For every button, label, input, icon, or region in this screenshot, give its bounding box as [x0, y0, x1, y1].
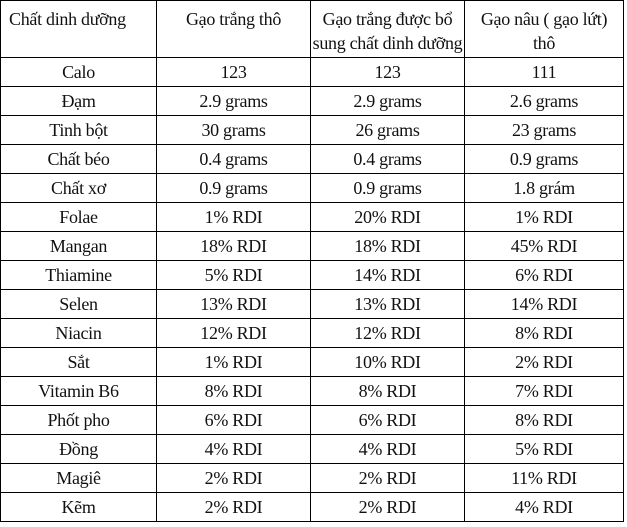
cell-white-enriched: 0.4 grams	[311, 145, 465, 174]
cell-brown-raw: 14% RDI	[465, 290, 624, 319]
cell-nutrient: Calo	[1, 58, 157, 87]
cell-white-raw: 2% RDI	[157, 493, 311, 522]
header-nutrient: Chất dinh dưỡng	[1, 1, 157, 58]
table-row	[1, 87, 624, 116]
table-row	[1, 261, 624, 290]
cell-white-raw: 13% RDI	[157, 290, 311, 319]
cell-brown-raw: 23 grams	[465, 116, 624, 145]
cell-white-raw: 8% RDI	[157, 377, 311, 406]
header-brown-raw-line2: thô	[532, 33, 556, 53]
cell-white-raw: 30 grams	[157, 116, 311, 145]
cell-white-enriched: 10% RDI	[311, 348, 465, 377]
header-brown-raw-line1: Gạo nâu ( gạo lứt)	[480, 9, 608, 29]
cell-white-raw: 0.4 grams	[157, 145, 311, 174]
cell-brown-raw: 5% RDI	[465, 435, 624, 464]
cell-white-enriched: 26 grams	[311, 116, 465, 145]
cell-brown-raw: 11% RDI	[465, 464, 624, 493]
table-row	[1, 406, 624, 435]
table-row	[1, 377, 624, 406]
cell-white-raw: 123	[157, 58, 311, 87]
cell-nutrient: Đồng	[1, 435, 157, 464]
cell-white-enriched: 13% RDI	[311, 290, 465, 319]
cell-white-raw: 4% RDI	[157, 435, 311, 464]
table-row	[1, 232, 624, 261]
cell-white-raw: 18% RDI	[157, 232, 311, 261]
cell-white-enriched: 18% RDI	[311, 232, 465, 261]
cell-brown-raw: 4% RDI	[465, 493, 624, 522]
header-row	[1, 1, 624, 58]
header-white-enriched-line2: sung chất dinh dưỡng	[312, 33, 463, 53]
table-row	[1, 290, 624, 319]
cell-brown-raw: 6% RDI	[465, 261, 624, 290]
header-brown-raw	[465, 1, 624, 58]
cell-nutrient: Folae	[1, 203, 157, 232]
header-white-raw: Gạo trắng thô	[157, 1, 311, 58]
cell-brown-raw: 7% RDI	[465, 377, 624, 406]
cell-white-raw: 1% RDI	[157, 348, 311, 377]
table-row	[1, 493, 624, 522]
table-body	[1, 58, 624, 522]
table-row	[1, 145, 624, 174]
cell-nutrient: Mangan	[1, 232, 157, 261]
cell-nutrient: Kẽm	[1, 493, 157, 522]
cell-white-enriched: 14% RDI	[311, 261, 465, 290]
cell-nutrient: Tinh bột	[1, 116, 157, 145]
table-row	[1, 174, 624, 203]
header-white-enriched-line1: Gạo trắng được bổ	[322, 9, 453, 29]
table-row	[1, 435, 624, 464]
cell-white-raw: 5% RDI	[157, 261, 311, 290]
cell-nutrient: Chất béo	[1, 145, 157, 174]
cell-nutrient: Chất xơ	[1, 174, 157, 203]
cell-brown-raw: 111	[465, 58, 624, 87]
cell-white-enriched: 12% RDI	[311, 319, 465, 348]
table-row	[1, 464, 624, 493]
table-row	[1, 58, 624, 87]
cell-white-enriched: 0.9 grams	[311, 174, 465, 203]
table-row	[1, 203, 624, 232]
cell-brown-raw: 0.9 grams	[465, 145, 624, 174]
cell-brown-raw: 2.6 grams	[465, 87, 624, 116]
cell-white-enriched: 2.9 grams	[311, 87, 465, 116]
cell-white-enriched: 4% RDI	[311, 435, 465, 464]
cell-white-enriched: 6% RDI	[311, 406, 465, 435]
cell-white-raw: 1% RDI	[157, 203, 311, 232]
cell-brown-raw: 2% RDI	[465, 348, 624, 377]
cell-nutrient: Phốt pho	[1, 406, 157, 435]
cell-brown-raw: 8% RDI	[465, 319, 624, 348]
cell-white-raw: 0.9 grams	[157, 174, 311, 203]
table-row	[1, 116, 624, 145]
cell-brown-raw: 45% RDI	[465, 232, 624, 261]
cell-nutrient: Selen	[1, 290, 157, 319]
cell-white-enriched: 8% RDI	[311, 377, 465, 406]
cell-nutrient: Niacin	[1, 319, 157, 348]
cell-white-raw: 12% RDI	[157, 319, 311, 348]
cell-nutrient: Thiamine	[1, 261, 157, 290]
cell-white-enriched: 2% RDI	[311, 464, 465, 493]
cell-white-enriched: 2% RDI	[311, 493, 465, 522]
cell-white-enriched: 123	[311, 58, 465, 87]
cell-nutrient: Đạm	[1, 87, 157, 116]
table-header	[1, 1, 624, 58]
cell-brown-raw: 1.8 grám	[465, 174, 624, 203]
cell-nutrient: Sắt	[1, 348, 157, 377]
cell-white-raw: 6% RDI	[157, 406, 311, 435]
table-row	[1, 348, 624, 377]
cell-nutrient: Vitamin B6	[1, 377, 157, 406]
cell-nutrient: Magiê	[1, 464, 157, 493]
cell-white-raw: 2% RDI	[157, 464, 311, 493]
cell-brown-raw: 1% RDI	[465, 203, 624, 232]
cell-white-raw: 2.9 grams	[157, 87, 311, 116]
table-row	[1, 319, 624, 348]
cell-brown-raw: 8% RDI	[465, 406, 624, 435]
cell-white-enriched: 20% RDI	[311, 203, 465, 232]
header-white-enriched	[311, 1, 465, 58]
